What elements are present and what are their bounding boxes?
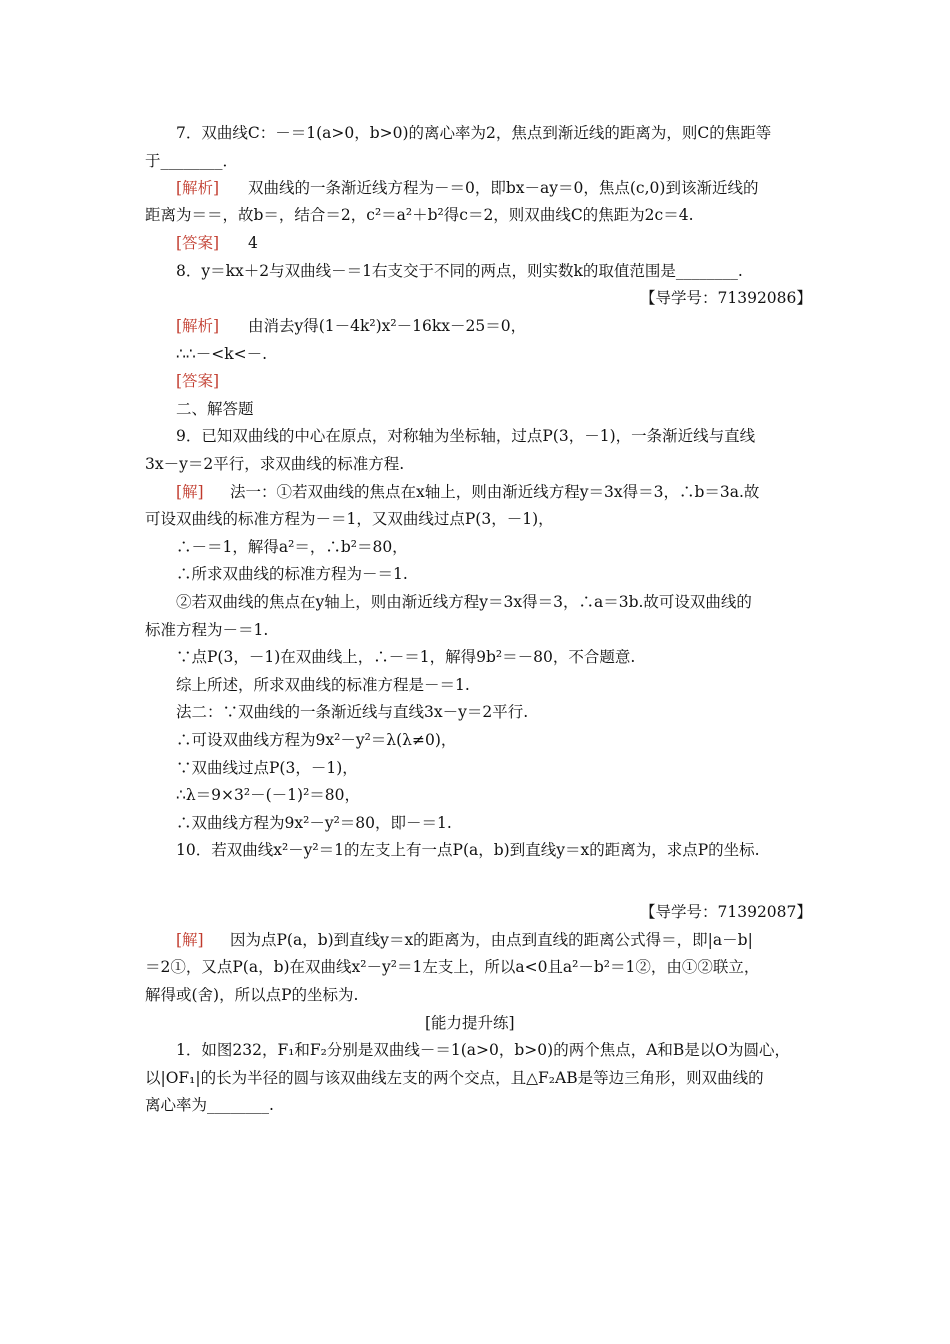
- q7-answer-label: [答案]: [176, 234, 220, 252]
- q9-sol-line5: ②若双曲线的焦点在y轴上，则由渐近线方程y＝3x得＝3，∴a＝3b.故可设双曲线的: [176, 593, 752, 611]
- p1-line2: 以|OF₁|的长为半径的圆与该双曲线左支的两个交点，且△F₂AB是等边三角形，则双曲线的: [145, 1069, 764, 1087]
- q8-analysis-label: [解析]: [176, 317, 220, 335]
- q10-sol-line2: ＝2①，又点P(a，b)在双曲线x²－y²＝1左支上，所以a<0且a²－b²＝1②，由①②联立，: [145, 958, 760, 976]
- q9-sol-line9: 法二：∵双曲线的一条渐近线与直线3x－y＝2平行.: [176, 703, 529, 721]
- q9-sol-line6: 标准方程为－＝1.: [145, 621, 269, 639]
- q7-line2: 于________．: [145, 152, 239, 170]
- q9-sol-line3: ∴－＝1，解得a²＝，∴b²＝80，: [176, 538, 408, 556]
- q9-sol-line13: ∴双曲线方程为9x²－y²＝80，即－＝1.: [176, 814, 452, 832]
- q9-solution-label: [解]: [176, 483, 204, 501]
- q9-sol-line8: 综上所述，所求双曲线的标准方程是－＝1.: [176, 676, 470, 694]
- q8-analysis-line1: 由消去y得(1－4k²)x²－16kx－25＝0，: [248, 317, 527, 335]
- q8-guide-number: 【导学号：71392086】: [640, 289, 812, 307]
- q7-analysis-label: [解析]: [176, 179, 220, 197]
- q9-sol-line2: 可设双曲线的标准方程为－＝1，又双曲线过点P(3，－1)，: [145, 510, 554, 528]
- p1-line1: 1．如图232，F₁和F₂分别是双曲线－＝1(a>0，b>0)的两个焦点，A和B是以O为圆心，: [176, 1041, 790, 1059]
- q9-sol-line4: ∴所求双曲线的标准方程为－＝1.: [176, 565, 408, 583]
- q10-sol-line1: 因为点P(a，b)到直线y＝x的距离为，由点到直线的距离公式得＝，即|a－b|: [230, 931, 753, 949]
- q9-line2: 3x－y＝2平行，求双曲线的标准方程.: [145, 455, 405, 473]
- q7-analysis-line2: 距离为＝＝，故b＝，结合＝2，c²＝a²＋b²得c＝2，则双曲线C的焦距为2c＝4.: [145, 206, 694, 224]
- q9-sol-line11: ∵双曲线过点P(3，－1)，: [176, 759, 358, 777]
- section-heading-solve: 二、解答题: [176, 400, 254, 418]
- q9-sol-line7: ∵点P(3，－1)在双曲线上，∴－＝1，解得9b²＝－80，不合题意.: [176, 648, 636, 666]
- q8-answer-label: [答案]: [176, 372, 220, 390]
- q10-solution-label: [解]: [176, 931, 204, 949]
- q7-answer-value: 4: [248, 234, 258, 252]
- q9-sol-line10: ∴可设双曲线方程为9x²－y²＝λ(λ≠0)，: [176, 731, 457, 749]
- q10-line1: 10．若双曲线x²－y²＝1的左支上有一点P(a，b)到直线y＝x的距离为，求点P的坐标.: [176, 841, 760, 859]
- q9-line1: 9．已知双曲线的中心在原点，对称轴为坐标轴，过点P(3，－1)，一条渐近线与直线: [176, 427, 756, 445]
- section-heading-ability: [能力提升练]: [425, 1014, 515, 1032]
- q7-line1: 7．双曲线C：－＝1(a>0，b>0)的离心率为2，焦点到渐近线的距离为，则C的焦距等: [176, 124, 772, 142]
- q7-analysis-line1: 双曲线的一条渐近线方程为－＝0，即bx－ay＝0，焦点(c,0)到该渐近线的: [248, 179, 759, 197]
- q8-analysis-line2: ∴∴－<k<－.: [176, 345, 268, 363]
- q10-sol-line3: 解得或(舍)，所以点P的坐标为.: [145, 986, 359, 1004]
- p1-line3: 离心率为________.: [145, 1096, 274, 1114]
- q8-line1: 8．y＝kx＋2与双曲线－＝1右支交于不同的两点，则实数k的取值范围是________.: [176, 262, 743, 280]
- q10-guide-number: 【导学号：71392087】: [640, 903, 812, 921]
- q9-sol-line12: ∴λ＝9×3²－(－1)²＝80，: [176, 786, 361, 804]
- q9-sol-line1: 法一：①若双曲线的焦点在x轴上，则由渐近线方程y＝3x得＝3，∴b＝3a.故: [230, 483, 760, 501]
